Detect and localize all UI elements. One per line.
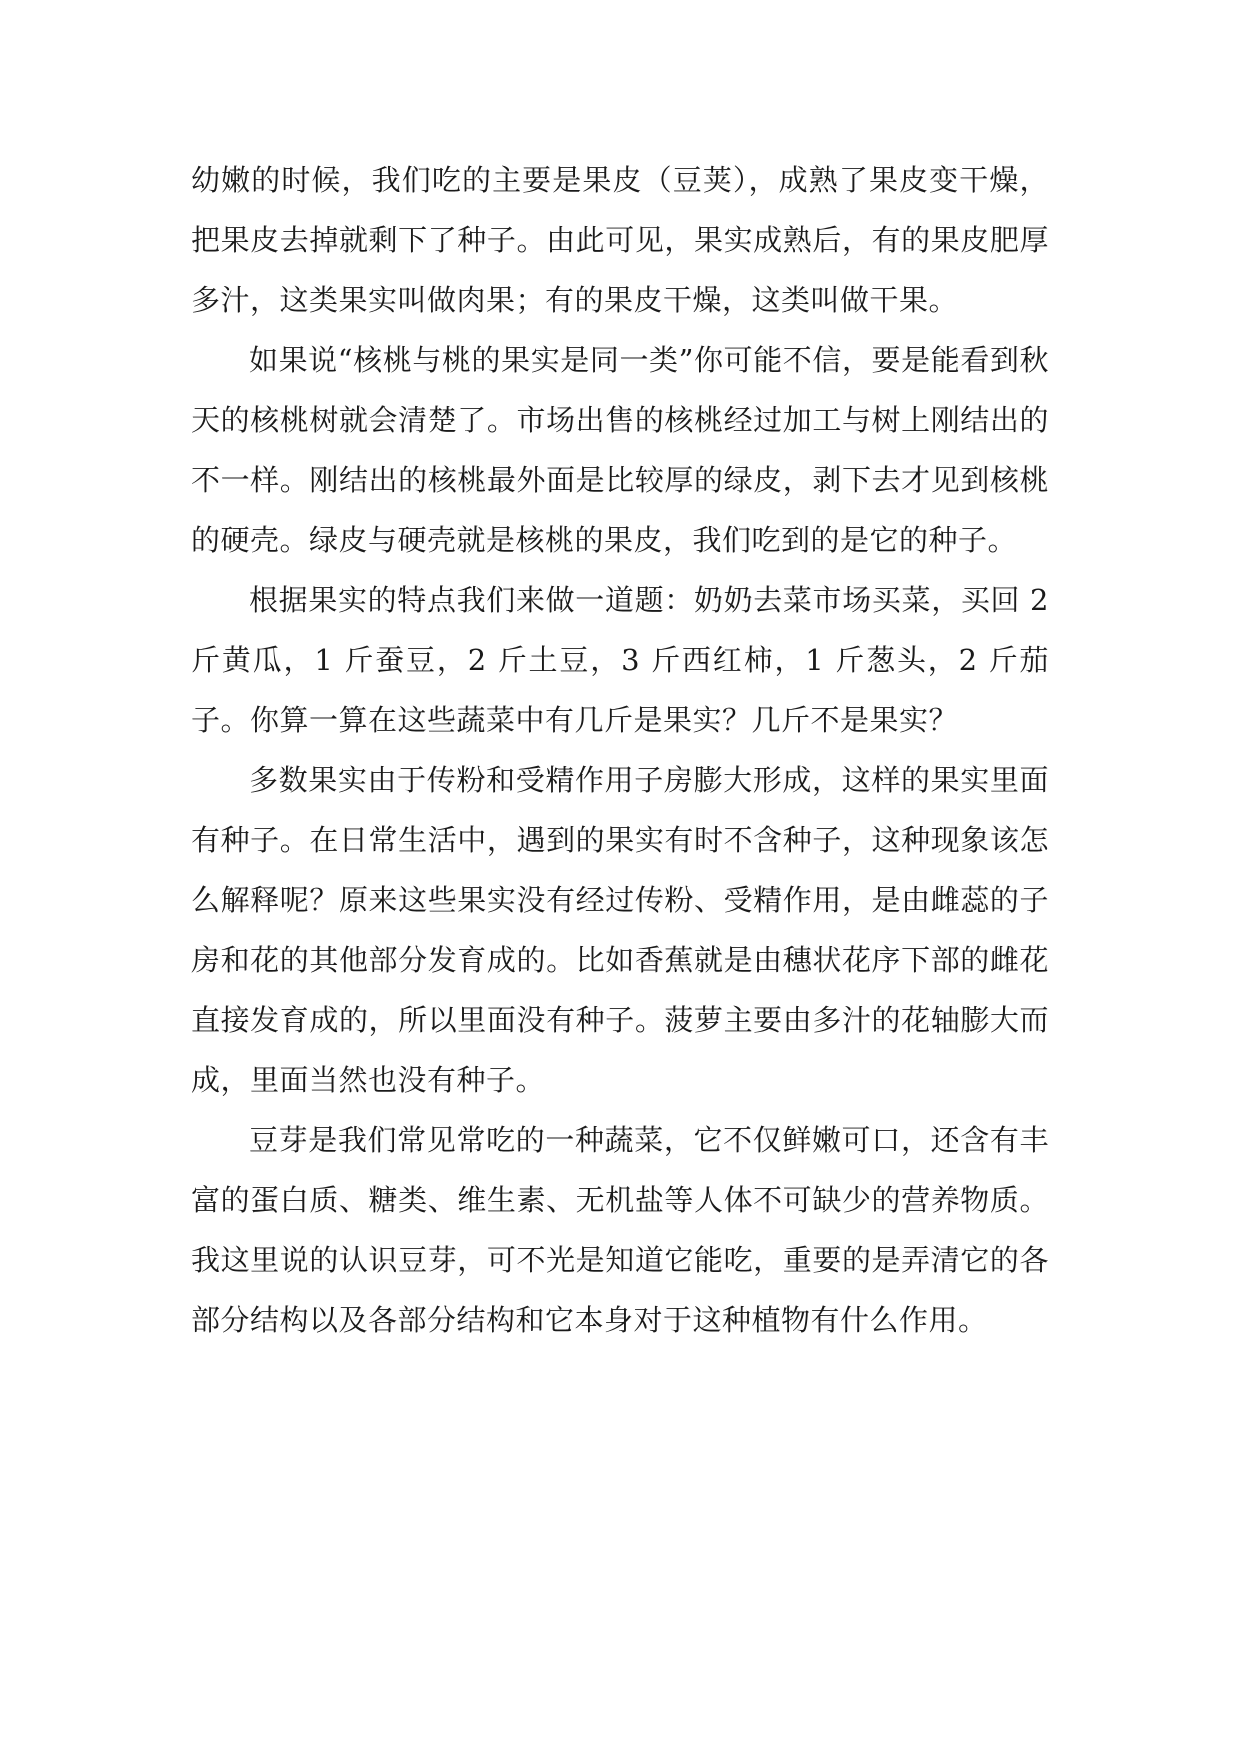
paragraph-2: 如果说“核桃与桃的果实是同一类”你可能不信，要是能看到秋天的核桃树就会清楚了。市场出售的核桃经过加工与树上刚结出的不一样。刚结出的核桃最外面是比较厚的绿皮，剥下去才见到核桃的硬壳。绿皮与硬壳就是核桃的果皮，我们吃到的是它的种子。 [191,343,1049,557]
paragraph-1: 幼嫩的时候，我们吃的主要是果皮（豆荚），成熟了果皮变干燥，把果皮去掉就剩下了种子。由此可见，果实成熟后，有的果皮肥厚多汁，这类果实叫做肉果；有的果皮干燥，这类叫做干果。 [191,163,1049,317]
paragraph-5: 豆芽是我们常见常吃的一种蔬菜，它不仅鲜嫩可口，还含有丰富的蛋白质、糖类、维生素、无机盐等人体不可缺少的营养物质。我这里说的认识豆芽，可不光是知道它能吃，重要的是弄清它的各部分结构以及各部分结构和它本身对于这种植物有什么作用。 [191,1123,1049,1337]
paragraph-4: 多数果实由于传粉和受精作用子房膨大形成，这样的果实里面有种子。在日常生活中，遇到的果实有时不含种子，这种现象该怎么解释呢？原来这些果实没有经过传粉、受精作用，是由雌蕊的子房和花的其他部分发育成的。比如香蕉就是由穗状花序下部的雌花直接发育成的，所以里面没有种子。菠萝主要由多汁的花轴膨大而成，里面当然也没有种子。 [191,763,1049,1097]
document-page [191,150,1049,1350]
paragraph-3: 根据果实的特点我们来做一道题：奶奶去菜市场买菜，买回 2 斤黄瓜，1 斤蚕豆，2 斤土豆，3 斤西红柿，1 斤葱头，2 斤茄子。你算一算在这些蔬菜中有几斤是果实？几斤不是果实？ [191,583,1049,737]
